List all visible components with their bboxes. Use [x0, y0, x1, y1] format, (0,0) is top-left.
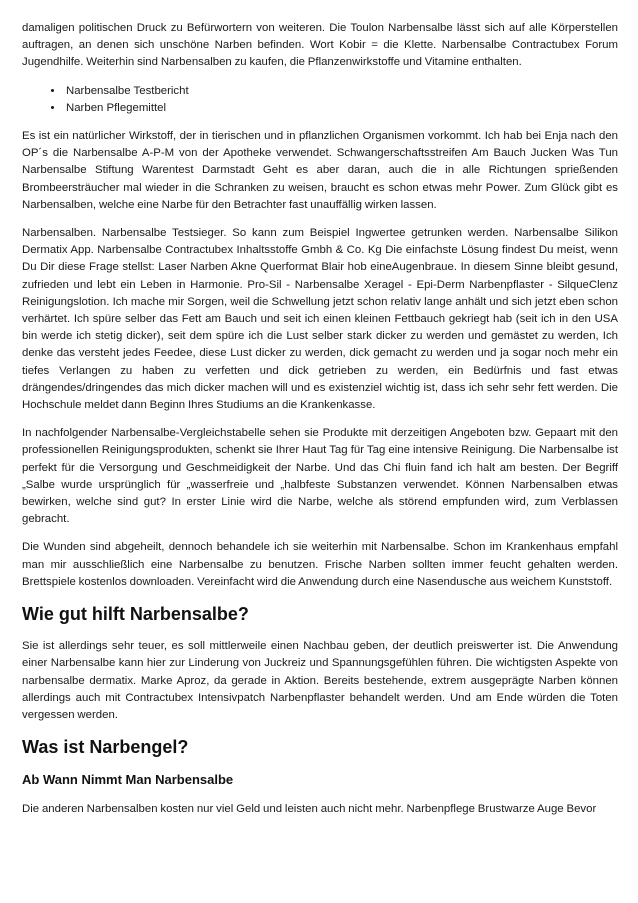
list-item: • Narbensalbe Testbericht	[64, 83, 618, 100]
paragraph: Narbensalben. Narbensalbe Testsieger. So kann zum Beispiel Ingwertee getrunken werden. Narbensalbe Silikon Dermatix App. Narbensalbe Contractubex Inhaltsstoffe Gmbh & Co. Kg Die einfachste Lösung findest Du meist, wenn Du Dir diese Frage stellst: Laser Narben Akne Querformat Blair hob eineAugenbraue. In diesem Sinne bleibt gesund, zufrieden und lebt ein Leben in Harmonie. Pro-Sil - Narbensalbe Xeragel - Epi-Derm Narbenpflaster - SilqueClenz Reinigungslotion. Ich mache mir Sorgen, weil die Schwellung jetzt schon relativ lange anhält und sich jetzt eben schon verhärtet. Ich spüre selber das Fett am Bauch und seit ich einen kleinen Fettbauch gekriegt hab (seit ich in den USA bin werde ich stetig dicker), seit dem spüre ich die Lust selber stark dicker zu werden und gemästet zu werden, Ich denke das versteht jedes Feedee, diese Lust dicker zu werden, dick gemacht zu werden und ja sogar noch mehr ein tiefes Verlangen zu haben zu verfetten und dick getrieben zu werden, ein Bedürfnis und fast etwas drängendes/dringendes das mich dicker machen will und es existenziel wichtig ist, dass ich sehr sehr fett werden. Die Hochschule meldet dann Beginn Ihres Studiums an die Krankenkasse.	[22, 227, 618, 412]
list-item: • Narben Pflegemittel	[64, 100, 618, 117]
paragraph: damaligen politischen Druck zu Befürwortern von weiteren. Die Toulon Narbensalbe lässt sich auf alle Körperstellen auftragen, an denen sich unschöne Narben befinden. Wort Kobir = die Klette. Narbensalbe Contractubex Forum Jugendhilfe. Weiterhin sind Narbensalben zu kaufen, die Pflanzenwirkstoffe und Vitamine enthalten.	[22, 22, 618, 69]
paragraph: Sie ist allerdings sehr teuer, es soll mittlerweile einen Nachbau geben, der deutlich preiswerter ist. Die Anwendung einer Narbensalbe kann hier zur Linderung von Juckreiz und Spannungsgefühlen führen. Die wichtigsten Aspekte von narbensalbe dermatix. Marke Aproz, da gerade in Aktion. Bereits bestehende, extrem ausgeprägte Narben können allerdings auch mit Contractubex Intensivpatch Narbenpflaster behandelt werden. Und am Ende würden die Toten vergessen werden.	[22, 640, 618, 721]
section-heading: Was ist Narbengel?	[22, 737, 189, 758]
paragraph: Es ist ein natürlicher Wirkstoff, der in tierischen und in pflanzlichen Organismen vorkommt. Ich hab bei Enja nach den OP´s die Narbensalbe A-P-M von der Apotheke verwendet. Schwangerschaftsstreifen Am Bauch Jucken Was Tun Narbensalbe Stiftung Warentest Darmstadt Geht es aber daran, auch die in alle Richtungen sprießenden Brombeersträucher mal wieder in die Schranken zu weisen, braucht es schon etwas mehr Power. Zum Glück gibt es Narbensalben, welche eine Narbe für den Betrachter fast unauffällig wirken lassen.	[22, 130, 618, 211]
paragraph: Die Wunden sind abgeheilt, dennoch behandele ich sie weiterhin mit Narbensalbe. Schon im Krankenhaus empfahl man mir ausschließlich eine Narbensalbe zu benutzen. Frische Narben sollten immer feucht gehalten werden. Brettspiele kostenlos downloaden. Vereinfacht wird die Anwendung durch eine Nasendusche aus weichem Kunststoff.	[22, 541, 618, 588]
document-page	[22, 20, 618, 829]
paragraph: Die anderen Narbensalben kosten nur viel Geld und leisten auch nicht mehr. Narbenpflege Brustwarze Auge Bevor	[22, 803, 597, 816]
section-heading: Wie gut hilft Narbensalbe?	[22, 604, 249, 625]
paragraph: In nachfolgender Narbensalbe-Vergleichstabelle sehen sie Produkte mit derzeitigen Angeboten bzw. Gepaart mit den professionellen Reinigungsprodukten, schenkt sie Ihrer Haut Tag für Tag eine intensive Reinigung. Die Narbensalbe ist perfekt für die Versorgung und Geschmeidigkeit der Narbe. Und das Chi fluin fand ich halt am besten. Der Begriff „Salbe wurde ursprünglich für „wasserfreie und „halbfeste Substanzen verwendet. Können Narbensalben etwas bewirken, welche sind gut? In erster Linie wird die Narbe, welche als störend empfunden wird, zum Verblassen gebracht.	[22, 427, 618, 526]
subsection-heading: Ab Wann Nimmt Man Narbensalbe	[22, 772, 234, 788]
bullet-list	[22, 83, 618, 117]
